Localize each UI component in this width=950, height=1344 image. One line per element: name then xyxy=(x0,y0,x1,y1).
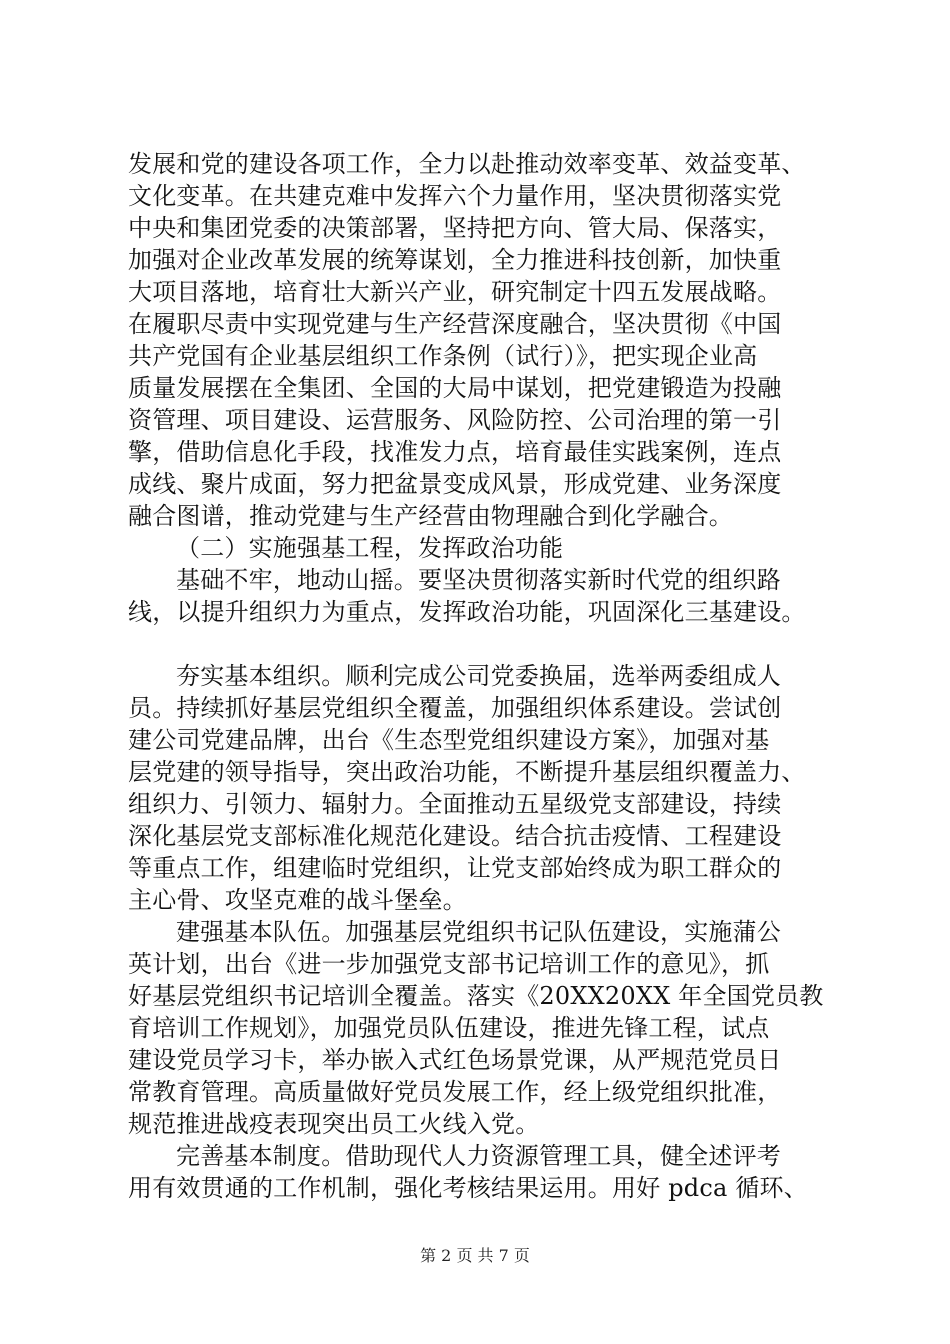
text-line: 用有效贯通的工作机制，强化考核结果运用。用好 pdca 循环、 xyxy=(128,1174,808,1202)
text-line: 组织力、引领力、辐射力。全面推动五星级党支部建设，持续 xyxy=(128,790,782,818)
document-body xyxy=(128,148,848,1204)
text-line: 文化变革。在共建克难中发挥六个力量作用，坚决贯彻落实党 xyxy=(128,182,782,210)
section-heading: （二）实施强基工程，发挥政治功能 xyxy=(176,534,564,562)
text-line: 夯实基本组织。顺利完成公司党委换届，选举两委组成人 xyxy=(176,662,781,690)
text-line: 员。持续抓好基层党组织全覆盖，加强组织体系建设。尝试创 xyxy=(128,694,782,722)
text-line: 层党建的领导指导，突出政治功能，不断提升基层组织覆盖力、 xyxy=(128,758,806,786)
text-line: 质量发展摆在全集团、全国的大局中谋划，把党建锻造为投融 xyxy=(128,374,782,402)
text-line: 主心骨、攻坚克难的战斗堡垒。 xyxy=(128,886,467,914)
text-line: 基础不牢，地动山摇。要坚决贯彻落实新时代党的组织路 xyxy=(176,566,781,594)
text-line: 建设党员学习卡，举办嵌入式红色场景党课，从严规范党员日 xyxy=(128,1046,782,1074)
text-line: 融合图谱，推动党建与生产经营由物理融合到化学融合。 xyxy=(128,502,733,530)
text-line: 共产党国有企业基层组织工作条例（试行）》，把实现企业高 xyxy=(128,342,758,370)
text-line: 育培训工作规划》，加强党员队伍建设，推进先锋工程，试点 xyxy=(128,1014,770,1042)
text-line: 大项目落地，培育壮大新兴产业，研究制定十四五发展战略。 xyxy=(128,278,782,306)
text-line: 线，以提升组织力为重点，发挥政治功能，巩固深化三基建设。 xyxy=(128,598,806,626)
text-line: 发展和党的建设各项工作，全力以赴推动效率变革、效益变革、 xyxy=(128,150,806,178)
page-number-footer: 第 2 页 共 7 页 xyxy=(420,1246,530,1265)
text-line: 在履职尽责中实现党建与生产经营深度融合，坚决贯彻《中国 xyxy=(128,310,782,338)
text-line: 中央和集团党委的决策部署，坚持把方向、管大局、保落实， xyxy=(128,214,782,242)
text-line: 建强基本队伍。加强基层党组织书记队伍建设，实施蒲公 xyxy=(176,918,781,946)
text-line: 深化基层党支部标准化规范化建设。结合抗击疫情、工程建设 xyxy=(128,822,782,850)
text-line: 常教育管理。高质量做好党员发展工作，经上级党组织批准， xyxy=(128,1078,782,1106)
text-line: 成线、聚片成面，努力把盆景变成风景，形成党建、业务深度 xyxy=(128,470,782,498)
text-line: 加强对企业改革发展的统筹谋划，全力推进科技创新，加快重 xyxy=(128,246,782,274)
text-line: 等重点工作，组建临时党组织，让党支部始终成为职工群众的 xyxy=(128,854,782,882)
text-line: 好基层党组织书记培训全覆盖。落实《20XX20XX 年全国党员教 xyxy=(128,982,824,1010)
text-line: 擎，借助信息化手段，找准发力点，培育最佳实践案例，连点 xyxy=(128,438,782,466)
text-line: 英计划，出台《进一步加强党支部书记培训工作的意见》，抓 xyxy=(128,950,770,978)
text-line: 建公司党建品牌，出台《生态型党组织建设方案》，加强对基 xyxy=(128,726,770,754)
paragraph-gap xyxy=(128,628,848,660)
text-line: 规范推进战疫表现突出员工火线入党。 xyxy=(128,1110,540,1138)
text-line: 资管理、项目建设、运营服务、风险防控、公司治理的第一引 xyxy=(128,406,782,434)
text-line: 完善基本制度。借助现代人力资源管理工具，健全述评考 xyxy=(176,1142,781,1170)
